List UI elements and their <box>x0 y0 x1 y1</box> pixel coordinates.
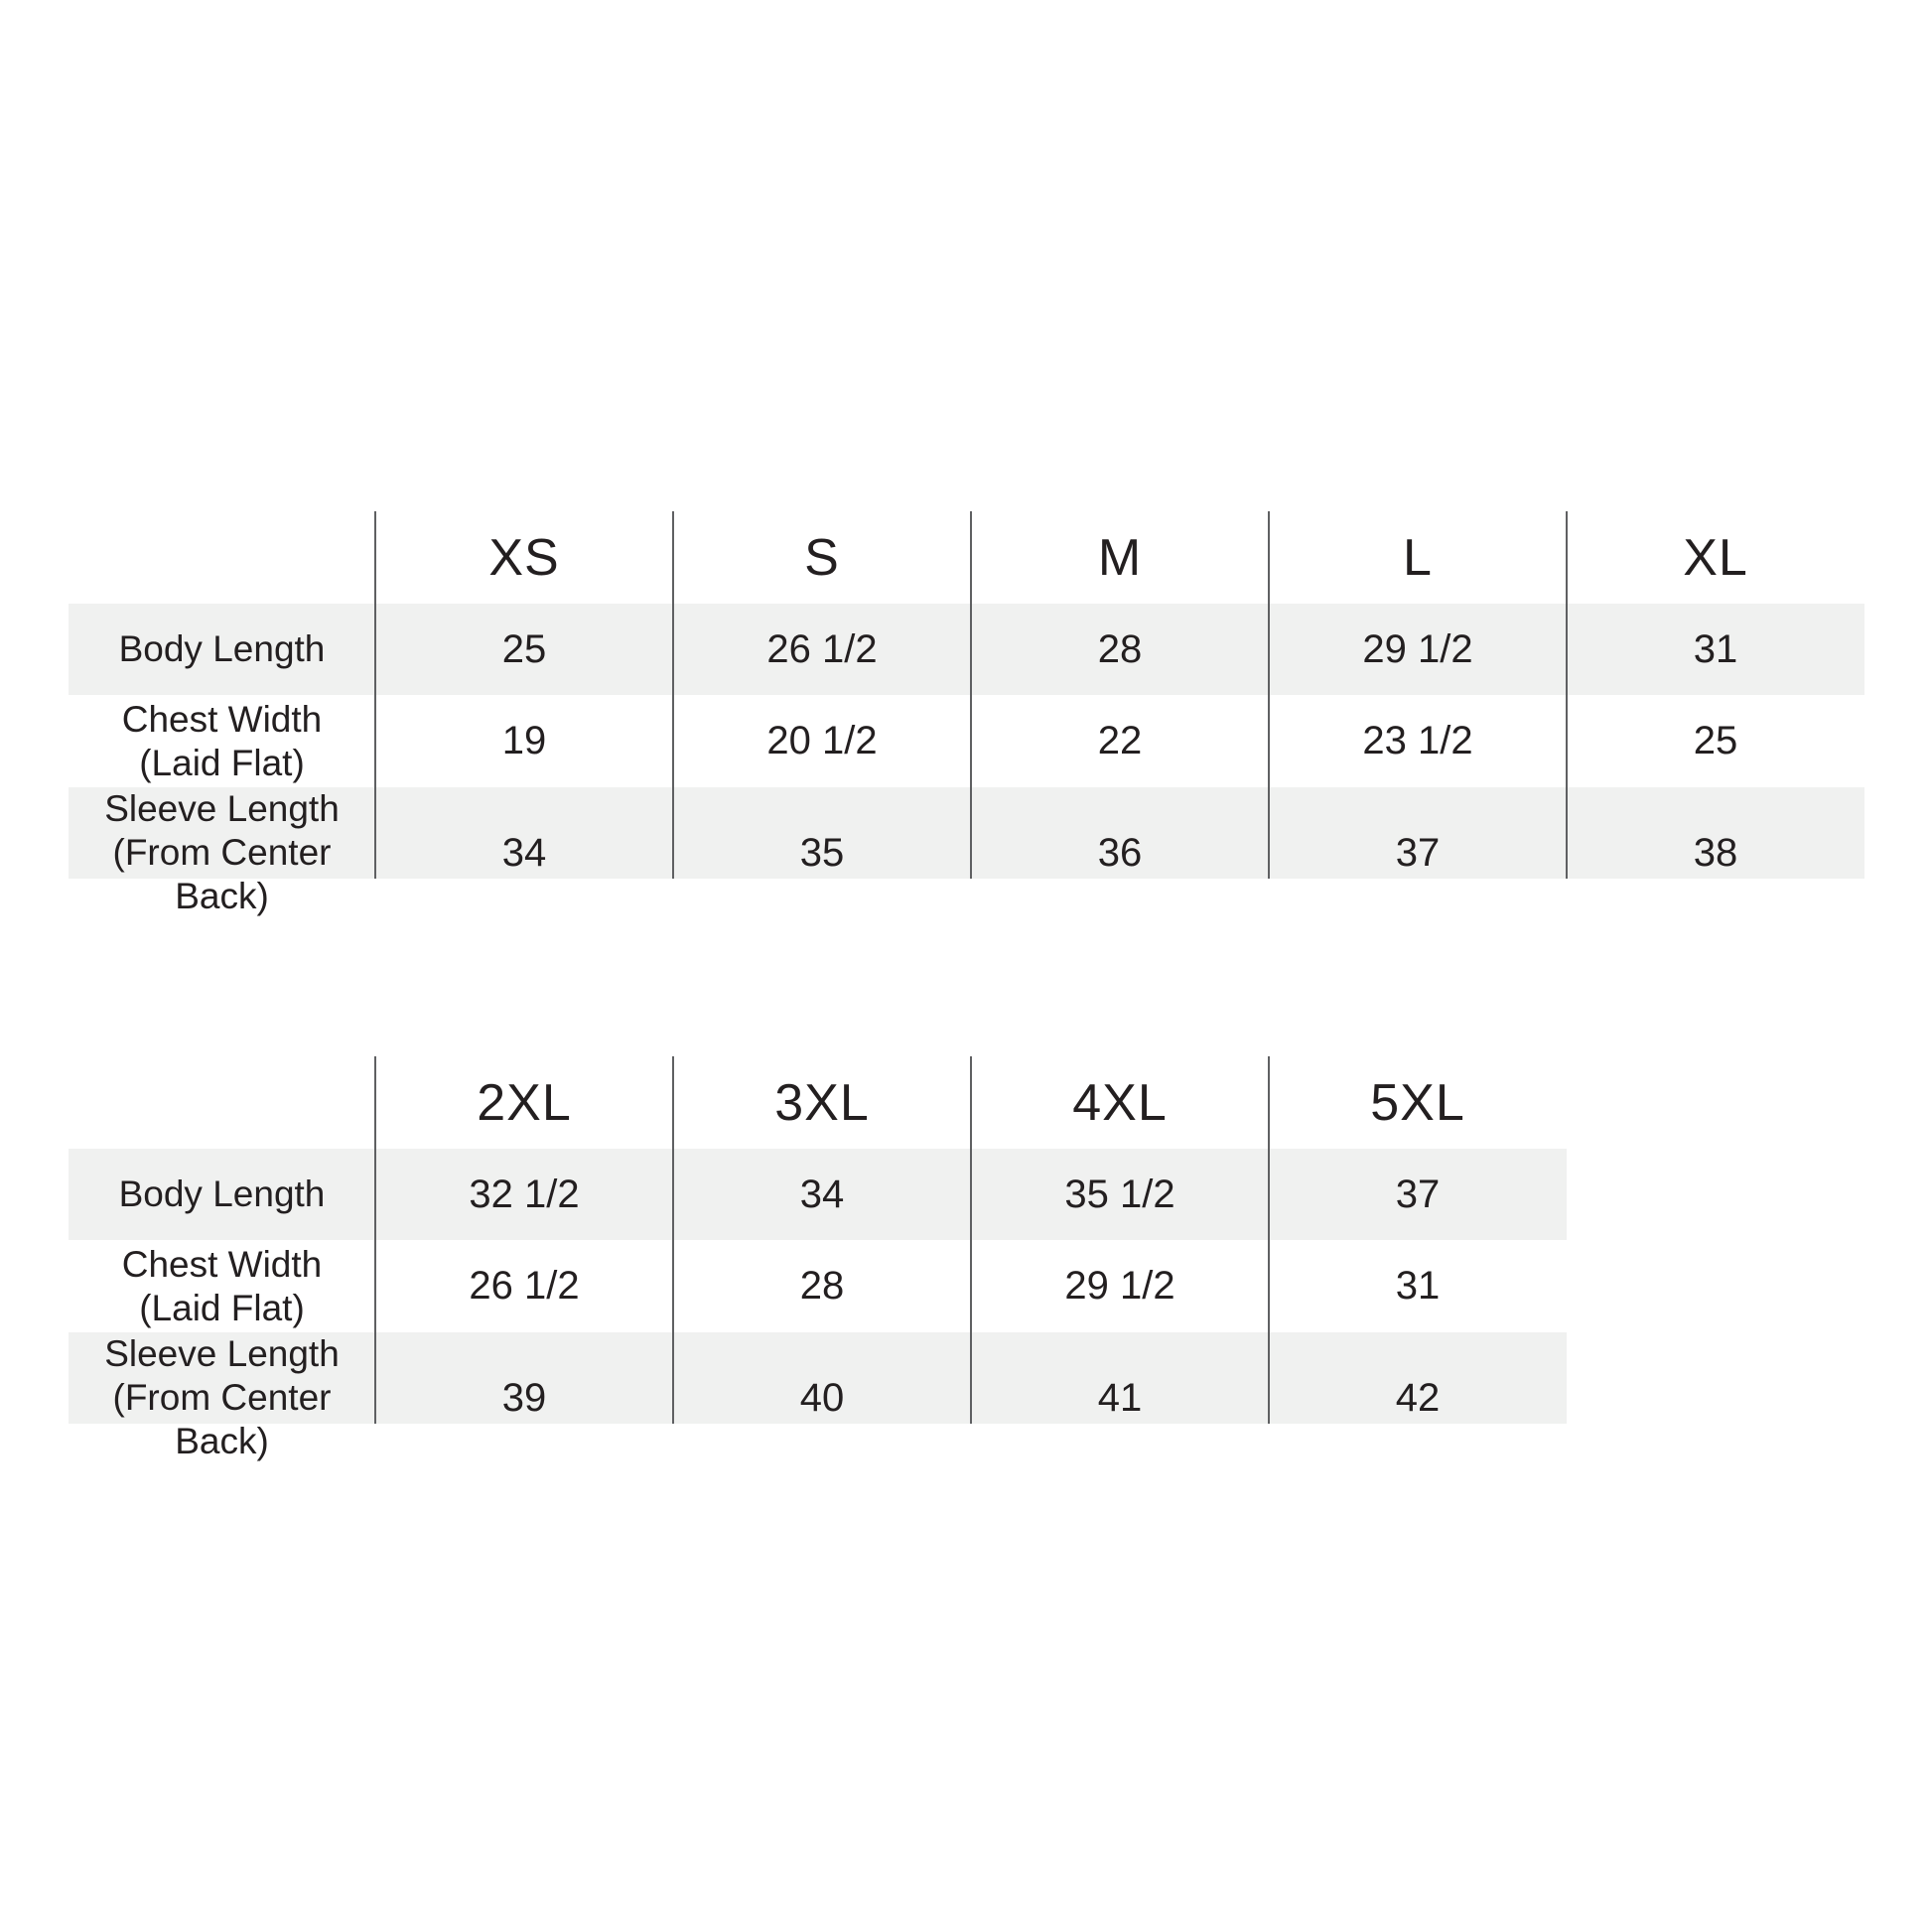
row-label-body-length <box>69 1149 375 1240</box>
size-table-xs-xl <box>69 511 1864 916</box>
cell-body-length-4xl: 35 1/2 <box>1064 1172 1175 1216</box>
column-divider <box>672 1056 674 1424</box>
cell-chest-width-m: 22 <box>1097 719 1143 762</box>
row-label-sleeve-length <box>69 1332 375 1463</box>
cell-chest-width-5xl: 31 <box>1395 1264 1441 1308</box>
column-header-4xl: 4XL <box>1072 1073 1168 1132</box>
row-label-line: (Laid Flat) <box>139 742 305 783</box>
column-header-5xl: 5XL <box>1370 1073 1465 1132</box>
corner-spacer <box>69 1056 375 1149</box>
table-row-body-length <box>69 1149 1567 1240</box>
row-label-line: Chest Width <box>121 1243 323 1285</box>
cell-chest-width-3xl: 28 <box>799 1264 845 1308</box>
table-row-chest-width <box>69 1240 1567 1332</box>
row-label-line: Body Length <box>118 1173 326 1214</box>
column-divider <box>1268 1056 1270 1424</box>
row-label-body-length <box>69 604 375 695</box>
row-label-sleeve-length <box>69 787 375 918</box>
row-label-chest-width <box>69 695 375 787</box>
cell-chest-width-s: 20 1/2 <box>766 719 878 762</box>
column-header-l: L <box>1403 528 1433 587</box>
cell-body-length-3xl: 34 <box>799 1172 845 1216</box>
row-label-line: Chest Width <box>121 698 323 740</box>
row-label-line: Sleeve Length <box>104 788 340 829</box>
cell-body-length-l: 29 1/2 <box>1362 626 1473 671</box>
column-divider <box>374 1056 376 1424</box>
cell-sleeve-length-xs: 34 <box>501 830 547 875</box>
table-row-sleeve-length <box>69 1332 1567 1461</box>
column-header-3xl: 3XL <box>774 1073 870 1132</box>
column-divider <box>970 511 972 879</box>
cell-sleeve-length-3xl: 40 <box>799 1375 845 1420</box>
cell-body-length-2xl: 32 1/2 <box>469 1172 580 1216</box>
cell-chest-width-4xl: 29 1/2 <box>1064 1264 1175 1308</box>
cell-sleeve-length-s: 35 <box>799 830 845 875</box>
column-divider <box>374 511 376 879</box>
size-table-2xl-5xl <box>69 1056 1567 1461</box>
table-row-sleeve-length <box>69 787 1864 916</box>
column-divider <box>672 511 674 879</box>
cell-body-length-m: 28 <box>1097 626 1143 671</box>
row-label-line: (From Center Back) <box>112 832 332 916</box>
column-header-xs: XS <box>488 528 560 587</box>
table-row-body-length <box>69 604 1864 695</box>
cell-body-length-xl: 31 <box>1693 626 1738 671</box>
column-header-m: M <box>1097 528 1143 587</box>
column-divider <box>1268 511 1270 879</box>
column-header-2xl: 2XL <box>477 1073 572 1132</box>
cell-chest-width-xl: 25 <box>1693 719 1738 762</box>
header-row <box>69 511 1864 604</box>
row-label-line: Sleeve Length <box>104 1333 340 1374</box>
cell-body-length-xs: 25 <box>501 626 547 671</box>
column-header-s: S <box>804 528 840 587</box>
row-label-line: Body Length <box>118 628 326 669</box>
row-label-chest-width <box>69 1240 375 1332</box>
cell-sleeve-length-l: 37 <box>1395 830 1441 875</box>
cell-chest-width-xs: 19 <box>501 719 547 762</box>
corner-spacer <box>69 511 375 604</box>
cell-sleeve-length-5xl: 42 <box>1395 1375 1441 1420</box>
cell-chest-width-2xl: 26 1/2 <box>469 1264 580 1308</box>
cell-chest-width-l: 23 1/2 <box>1362 719 1473 762</box>
header-row <box>69 1056 1567 1149</box>
column-divider <box>970 1056 972 1424</box>
row-label-line: (Laid Flat) <box>139 1287 305 1328</box>
cell-body-length-s: 26 1/2 <box>766 626 878 671</box>
cell-sleeve-length-m: 36 <box>1097 830 1143 875</box>
cell-sleeve-length-4xl: 41 <box>1097 1375 1143 1420</box>
cell-sleeve-length-2xl: 39 <box>501 1375 547 1420</box>
table-row-chest-width <box>69 695 1864 787</box>
column-header-xl: XL <box>1683 528 1748 587</box>
column-divider <box>1566 511 1568 879</box>
cell-sleeve-length-xl: 38 <box>1693 830 1738 875</box>
cell-body-length-5xl: 37 <box>1395 1172 1441 1216</box>
row-label-line: (From Center Back) <box>112 1377 332 1461</box>
